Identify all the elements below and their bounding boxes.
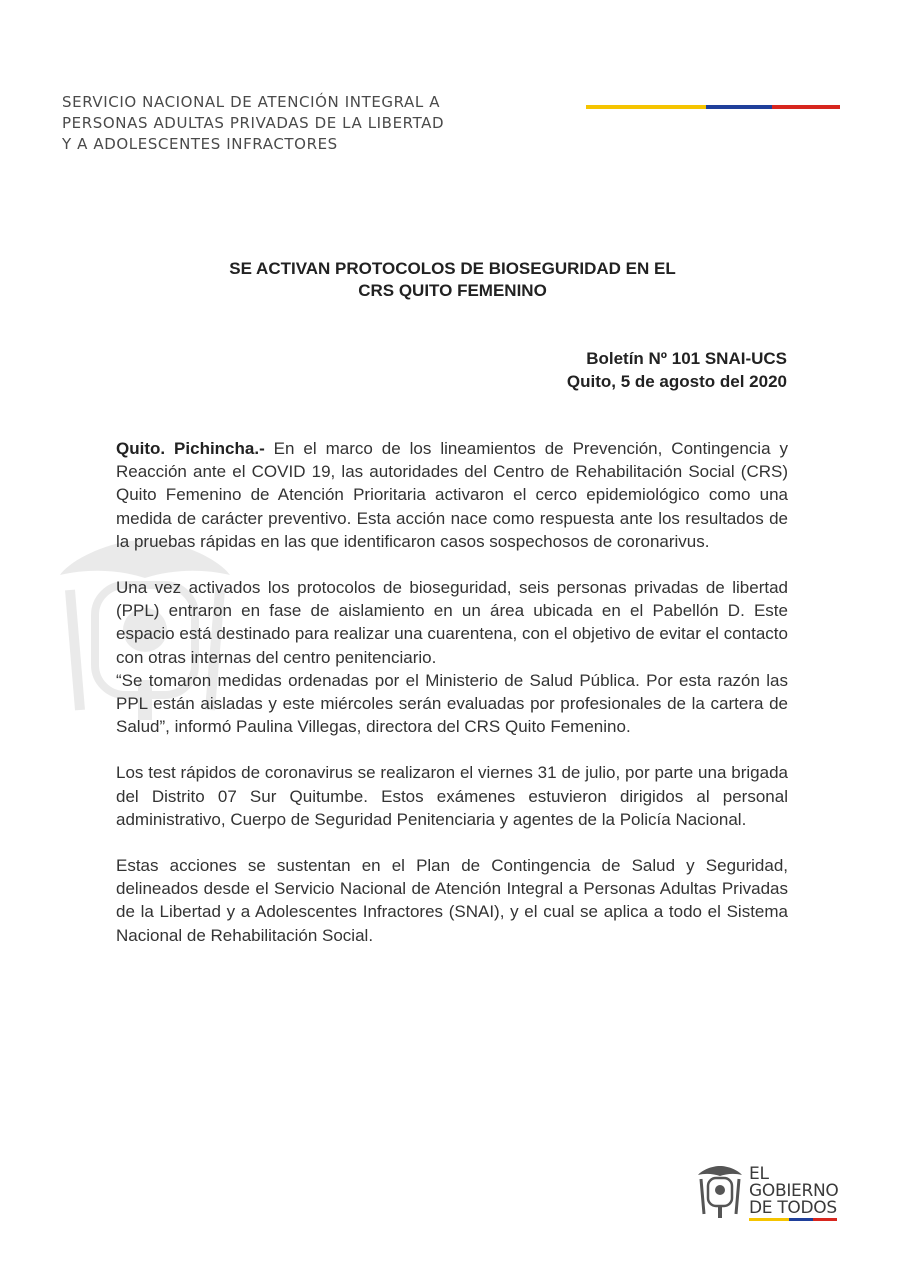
title-line-1: SE ACTIVAN PROTOCOLOS DE BIOSEGURIDAD EN EL <box>229 259 676 278</box>
org-line-2: PERSONAS ADULTAS PRIVADAS DE LA LIBERTAD <box>62 114 445 132</box>
gobierno-logo <box>696 1164 846 1224</box>
logo-flag-underline <box>749 1218 837 1221</box>
coat-of-arms-icon <box>696 1164 744 1222</box>
logo-line-1: EL <box>749 1164 769 1184</box>
paragraph-3: “Se tomaron medidas ordenadas por el Ministerio de Salud Pública. Por esta razón las PPL están aisladas y este miércoles serán evaluadas por profesionales de la cartera de Salud”, informó Paulina Villegas, directora del CRS Quito Femenino. <box>116 670 788 737</box>
title-line-2: CRS QUITO FEMENINO <box>358 281 547 300</box>
bulletin-date: Quito, 5 de agosto del 2020 <box>566 372 787 391</box>
document-body <box>116 437 788 947</box>
flag-stripe-blue <box>706 105 772 109</box>
logo-line-2: GOBIERNO <box>749 1181 839 1201</box>
logo-stripe-yellow <box>749 1218 789 1221</box>
organization-name <box>62 92 482 155</box>
flag-color-bar <box>586 105 840 109</box>
paragraph-1-text: En el marco de los lineamientos de Prevención, Contingencia y Reacción ante el COVID 19, las autoridades del Centro de Rehabilitación Social (CRS) Quito Femenino de Atención Prioritaria activaron el cerco epidemiológico como una medida de carácter preventivo. Esta acción nace como respuesta ante los resultados de la pruebas rápidas en las que identificaron casos sospechosos de coronarivus. <box>116 439 788 551</box>
org-line-3: Y A ADOLESCENTES INFRACTORES <box>62 135 338 153</box>
paragraph-5: Estas acciones se sustentan en el Plan de Contingencia de Salud y Seguridad, delineados desde el Servicio Nacional de Atención Integral a Personas Adultas Privadas de la Libertad y a Adolescentes Infractores (SNAI), y el cual se aplica a todo el Sistema Nacional de Rehabilitación Social. <box>116 856 788 945</box>
bulletin-info <box>567 347 787 393</box>
flag-stripe-yellow <box>586 105 706 109</box>
logo-stripe-blue <box>789 1218 813 1221</box>
paragraph-4: Los test rápidos de coronavirus se realizaron el viernes 31 de julio, por parte una brigada del Distrito 07 Sur Quitumbe. Estos exámenes estuvieron dirigidos al personal administrativo, Cuerpo de Seguridad Penitenciaria y agentes de la Policía Nacional. <box>116 763 788 829</box>
flag-stripe-red <box>772 105 840 109</box>
dateline: Quito. Pichincha.- <box>116 439 265 458</box>
org-line-1: SERVICIO NACIONAL DE ATENCIÓN INTEGRAL A <box>62 93 441 111</box>
bulletin-number: Boletín Nº 101 SNAI-UCS <box>586 349 787 368</box>
paragraph-2: Una vez activados los protocolos de bioseguridad, seis personas privadas de libertad (PPL) entraron en fase de aislamiento en un área ubicada en el Pabellón D. Este espacio está destinado para realizar una cuarentena, con el objetivo de evitar el contacto con otras internas del centro penitenciario. <box>116 578 788 667</box>
logo-line-3: DE TODOS <box>749 1198 837 1218</box>
document-title <box>130 258 775 302</box>
logo-stripe-red <box>813 1218 837 1221</box>
paragraph-1 <box>116 437 788 553</box>
gobierno-logo-text <box>749 1166 838 1217</box>
